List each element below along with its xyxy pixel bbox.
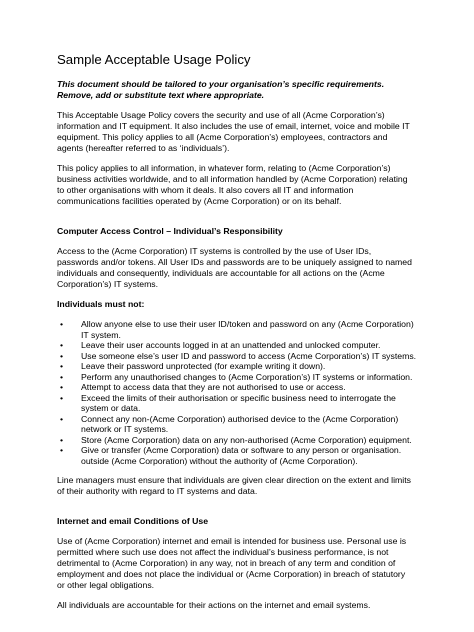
bullet-icon: •: [60, 319, 64, 329]
paragraph-line: All individuals are accountable for their actions on the internet and email systems.: [57, 600, 371, 610]
document-title: Sample Acceptable Usage Policy: [57, 52, 251, 67]
paragraph-line: or other legal obligations.: [57, 580, 155, 590]
tailoring-note: [57, 79, 425, 101]
paragraph-line: This policy applies to all information, in whatever form, relating to (Acme Corporation’s): [57, 163, 391, 173]
must-not-list: [57, 319, 425, 466]
section-heading-access-control: Computer Access Control – Individual’s Responsibility: [57, 226, 283, 236]
list-item-line: IT system.: [81, 329, 121, 340]
paragraph-line: employment and does not place the individual or (Acme Corporation) in breach of statutory: [57, 569, 406, 579]
coverage-paragraph: [57, 163, 425, 207]
tailoring-note-line: This document should be tailored to your organisation’s specific requirements.: [57, 79, 385, 89]
list-item: [57, 361, 425, 372]
document-page: [57, 52, 425, 620]
list-item: [57, 414, 425, 435]
paragraph-line: permitted where such use does not affect the individual’s business performance, is not: [57, 547, 389, 557]
list-item-line: Connect any non-(Acme Corporation) authorised device to the (Acme Corporation): [81, 413, 399, 424]
paragraph-line: This Acceptable Usage Policy covers the security and use of all (Acme Corporation’s): [57, 110, 385, 120]
list-item-line: Give or transfer (Acme Corporation) data or software to any person or organisation.: [81, 445, 402, 455]
line-managers-paragraph: [57, 475, 425, 497]
list-item: [57, 445, 425, 466]
list-item-line: Store (Acme Corporation) data on any non-authorised (Acme Corporation) equipment.: [81, 434, 412, 445]
bullet-icon: •: [60, 434, 64, 445]
bullet-icon: •: [60, 382, 64, 392]
list-item-line: network or IT systems.: [81, 424, 169, 434]
internet-email-paragraph: [57, 536, 425, 591]
paragraph-line: passwords and/or tokens. All User IDs and passwords are to be uniquely assigned to named: [57, 257, 412, 267]
list-item-line: Allow anyone else to use their user ID/token and password on any (Acme Corporation): [81, 319, 414, 329]
list-item: [57, 351, 425, 362]
list-item-line: system or data.: [81, 403, 141, 413]
tailoring-note-line: Remove, add or substitute text where appropriate.: [57, 90, 265, 100]
bullet-icon: •: [60, 413, 64, 424]
paragraph-line: Access to the (Acme Corporation) IT systems is controlled by the use of User IDs,: [57, 246, 372, 256]
paragraph-line: of their authority with regard to IT systems and data.: [57, 486, 258, 496]
paragraph-line: individuals and consequently, individuals are accountable for all actions on the (Acme: [57, 268, 385, 278]
access-control-paragraph: [57, 246, 425, 290]
bullet-icon: •: [60, 361, 64, 371]
bullet-icon: •: [60, 350, 64, 361]
list-item-line: Attempt to access data that they are not authorised to use or access.: [81, 382, 346, 392]
list-item: [57, 382, 425, 393]
paragraph-line: Corporation’s) IT systems.: [57, 279, 159, 289]
paragraph-line: agents (hereafter referred to as ‘individuals’).: [57, 143, 230, 153]
paragraph-line: Line managers must ensure that individuals are given clear direction on the extent and limits: [57, 475, 411, 485]
list-item-line: Exceed the limits of their authorisation or specific business need to interrogate the: [81, 392, 396, 403]
paragraph-line: business activities worldwide, and to all information handled by (Acme Corporation) relating: [57, 174, 408, 184]
bullet-icon: •: [60, 340, 64, 350]
list-item-line: Use someone else’s user ID and password to access (Acme Corporation’s) IT systems.: [81, 350, 417, 361]
list-item: [57, 340, 425, 351]
section-heading-internet-email: Internet and email Conditions of Use: [57, 516, 209, 526]
list-item-line: Perform any unauthorised changes to (Acme Corporation’s) IT systems or information.: [81, 371, 413, 382]
scope-paragraph: [57, 110, 425, 154]
bullet-icon: •: [60, 445, 64, 455]
bullet-icon: •: [60, 392, 64, 403]
paragraph-line: to other organisations with whom it deals. It also covers all IT and information: [57, 185, 354, 195]
paragraph-line: communications facilities operated by (Acme Corporation) or on its behalf.: [57, 196, 342, 206]
paragraph-line: equipment. This policy applies to all (Acme Corporation’s) employees, contractors and: [57, 132, 388, 142]
list-item-line: outside (Acme Corporation) without the authority of (Acme Corporation).: [81, 455, 358, 466]
paragraph-line: information and IT equipment. It also includes the use of email, internet, voice and mobile IT: [57, 121, 410, 131]
paragraph-line: detrimental to (Acme Corporation) in any way, not in breach of any term and condition of: [57, 558, 396, 568]
list-item: [57, 319, 425, 340]
list-item: [57, 393, 425, 414]
list-item-line: Leave their password unprotected (for example writing it down).: [81, 361, 326, 371]
paragraph-line: Use of (Acme Corporation) internet and email is intended for business use. Personal use is: [57, 536, 407, 546]
list-item-line: Leave their user accounts logged in at an unattended and unlocked computer.: [81, 340, 381, 350]
list-item: [57, 435, 425, 446]
bullet-icon: •: [60, 371, 64, 382]
must-not-heading: Individuals must not:: [57, 299, 145, 309]
list-item: [57, 372, 425, 383]
accountability-paragraph: [57, 600, 425, 611]
